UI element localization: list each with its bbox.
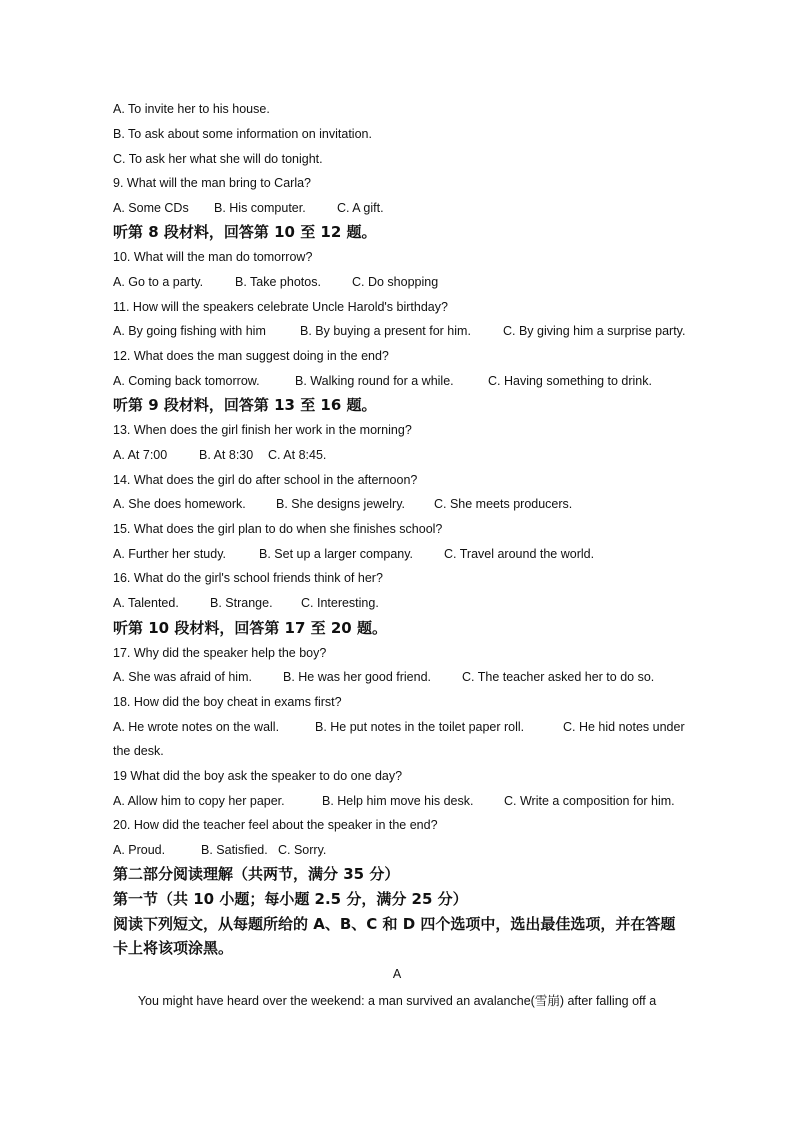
- q16-option-b: B. Strange.: [210, 596, 273, 610]
- q15-option-c: C. Travel around the world.: [444, 547, 595, 561]
- q17-option-a: A. She was afraid of him.: [113, 670, 252, 684]
- question-11-options: [113, 323, 685, 339]
- section-heading-8: 听第 8 段材料，回答第 10 至 12 题。: [113, 223, 377, 241]
- question-13: 13. When does the girl finish her work in the morning?: [113, 423, 412, 437]
- question-9-options: [113, 200, 384, 216]
- q13-option-b: B. At 8:30: [199, 448, 254, 462]
- question-16: 16. What do the girl's school friends think of her?: [113, 571, 383, 585]
- q8-option-c: C. To ask her what she will do tonight.: [113, 152, 323, 166]
- q12-option-b: B. Walking round for a while.: [295, 374, 454, 388]
- question-12: 12. What does the man suggest doing in the end?: [113, 349, 389, 363]
- q17-option-c: C. The teacher asked her to do so.: [462, 670, 655, 684]
- question-16-options: [113, 595, 379, 611]
- q8-option-b: B. To ask about some information on invitation.: [113, 127, 372, 141]
- q15-option-a: A. Further her study.: [113, 547, 227, 561]
- question-10: 10. What will the man do tomorrow?: [113, 250, 313, 264]
- part-2-heading: 第二部分阅读理解（共两节，满分 35 分）: [113, 865, 400, 883]
- q13-option-a: A. At 7:00: [113, 448, 168, 462]
- section-heading-10: 听第 10 段材料，回答第 17 至 20 题。: [113, 619, 387, 637]
- instructions-line-2: 卡上将该项涂黑。: [113, 939, 234, 957]
- q20-option-a: A. Proud.: [113, 843, 166, 857]
- question-14-options: [113, 496, 572, 512]
- q11-option-b: B. By buying a present for him.: [300, 324, 471, 338]
- question-13-options: [113, 447, 326, 463]
- q18-option-c-continued: the desk.: [113, 744, 164, 758]
- question-12-options: [113, 373, 652, 389]
- q8-option-a: A. To invite her to his house.: [113, 102, 270, 116]
- q20-option-b: B. Satisfied.: [201, 843, 268, 857]
- question-19: 19 What did the boy ask the speaker to do one day?: [113, 769, 403, 783]
- question-17: 17. Why did the speaker help the boy?: [113, 646, 327, 660]
- q9-option-c: C. A gift.: [337, 201, 384, 215]
- question-11: 11. How will the speakers celebrate Uncle Harold's birthday?: [113, 300, 448, 314]
- q19-option-c: C. Write a composition for him.: [504, 794, 675, 808]
- q12-option-a: A. Coming back tomorrow.: [113, 374, 260, 388]
- q16-option-a: A. Talented.: [113, 596, 179, 610]
- q15-option-b: B. Set up a larger company.: [259, 547, 414, 561]
- q14-option-a: A. She does homework.: [113, 497, 246, 511]
- question-20-options: [113, 842, 326, 858]
- q17-option-b: B. He was her good friend.: [283, 670, 431, 684]
- passage-first-line: You might have heard over the weekend: a man survived an avalanche(雪崩) after falling off a: [137, 994, 657, 1008]
- q10-option-b: B. Take photos.: [235, 275, 321, 289]
- passage-label: A: [392, 967, 402, 981]
- q19-option-b: B. Help him move his desk.: [322, 794, 474, 808]
- q12-option-c: C. Having something to drink.: [488, 374, 652, 388]
- q18-option-b: B. He put notes in the toilet paper roll.: [315, 720, 525, 734]
- q14-option-b: B. She designs jewelry.: [276, 497, 405, 511]
- q9-option-b: B. His computer.: [214, 201, 306, 215]
- question-10-options: [113, 274, 438, 290]
- q20-option-c: C. Sorry.: [278, 843, 327, 857]
- section-1-heading: 第一节（共 10 小题；每小题 2.5 分，满分 25 分）: [113, 890, 468, 908]
- q11-option-c: C. By giving him a surprise party.: [503, 324, 686, 338]
- q19-option-a: A. Allow him to copy her paper.: [113, 794, 285, 808]
- question-9: 9. What will the man bring to Carla?: [113, 176, 312, 190]
- q10-option-a: A. Go to a party.: [113, 275, 204, 289]
- q13-option-c: C. At 8:45.: [268, 448, 327, 462]
- q11-option-a: A. By going fishing with him: [113, 324, 266, 338]
- q14-option-c: C. She meets producers.: [434, 497, 573, 511]
- question-14: 14. What does the girl do after school in the afternoon?: [113, 473, 418, 487]
- question-18: 18. How did the boy cheat in exams first?: [113, 695, 342, 709]
- question-18-options: [113, 719, 685, 735]
- q18-option-c: C. He hid notes under: [563, 720, 685, 734]
- question-15: 15. What does the girl plan to do when she finishes school?: [113, 522, 443, 536]
- section-heading-9: 听第 9 段材料，回答第 13 至 16 题。: [113, 396, 377, 414]
- instructions-line-1: 阅读下列短文，从每题所给的 A、B、C 和 D 四个选项中，选出最佳选项，并在答题: [113, 915, 676, 933]
- q18-option-a: A. He wrote notes on the wall.: [113, 720, 280, 734]
- question-15-options: [113, 546, 594, 562]
- q16-option-c: C. Interesting.: [301, 596, 379, 610]
- q9-option-a: A. Some CDs: [113, 201, 189, 215]
- question-20: 20. How did the teacher feel about the speaker in the end?: [113, 818, 438, 832]
- question-19-options: [113, 793, 675, 809]
- q10-option-c: C. Do shopping: [352, 275, 439, 289]
- question-17-options: [113, 669, 654, 685]
